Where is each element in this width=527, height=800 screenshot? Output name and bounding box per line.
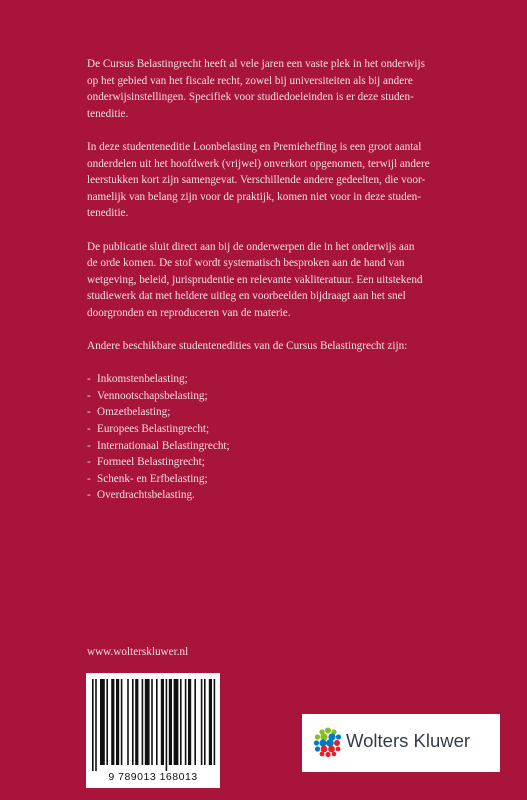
bullet: -	[87, 439, 91, 452]
bullet: -	[87, 489, 91, 502]
text-line: doorgronden en reproduceren van de materie.	[87, 306, 291, 319]
text-line: de orde komen. De stof wordt systematisch besproken aan de hand van	[87, 257, 405, 270]
edition-title: Schenk- en Erfbelasting;	[97, 472, 208, 485]
barcode	[86, 673, 220, 788]
text-line: wetgeving, beleid, jurisprudentie en relevante vakliteratuur. Een uitstekend	[87, 273, 423, 286]
list-item	[87, 388, 467, 405]
text-line: leerstukken kort zijn samengevat. Verschillende andere gedeelten, die voor-	[87, 174, 426, 187]
paragraph-contents	[87, 139, 467, 222]
edition-title: Vennootschapsbelasting;	[97, 389, 208, 402]
paragraph-publication	[87, 239, 467, 322]
text-line: teneditie.	[87, 207, 129, 220]
paragraph-other-editions	[87, 338, 467, 355]
blurb	[87, 56, 467, 504]
bullet: -	[87, 456, 91, 469]
text-line: studiewerk dat met heldere uitleg en voorbeelden bijdraagt aan het snel	[87, 290, 406, 303]
text-line: onderdelen uit het hoofdwerk (vrijwel) onverkort opgenomen, terwijl andere	[87, 157, 430, 170]
edition-title: Internationaal Belastingrecht;	[97, 439, 230, 452]
website-url: www.wolterskluwer.nl	[87, 646, 189, 658]
bullet: -	[87, 423, 91, 436]
editions-list	[87, 371, 467, 504]
list-item	[87, 438, 467, 455]
edition-title: Europees Belastingrecht;	[97, 423, 210, 436]
edition-title: Omzetbelasting;	[97, 406, 171, 419]
edition-title: Overdrachtsbelasting.	[97, 489, 195, 502]
text-line: In deze studenteneditie Loonbelasting en Premieheffing is een groot aantal	[87, 140, 422, 153]
text-line: Andere beschikbare studentenedities van de Cursus Belastingrecht zijn:	[87, 340, 408, 353]
edition-title: Formeel Belastingrecht;	[97, 456, 205, 469]
publisher-logo	[302, 714, 500, 772]
bullet: -	[87, 389, 91, 402]
list-item	[87, 421, 467, 438]
paragraph-intro	[87, 56, 467, 122]
text-line: De publicatie sluit direct aan bij de onderwerpen die in het onderwijs aan	[87, 240, 415, 253]
bullet: -	[87, 373, 91, 386]
publisher-name: Wolters Kluwer	[346, 730, 471, 751]
text-line: namelijk van belang zijn voor de praktijk, komen niet voor in deze studen-	[87, 190, 421, 203]
list-item	[87, 371, 467, 388]
list-item	[87, 487, 467, 504]
bullet: -	[87, 472, 91, 485]
list-item	[87, 454, 467, 471]
edition-title: Inkomstenbelasting;	[97, 373, 188, 386]
list-item	[87, 404, 467, 421]
text-line: op het gebied van het fiscale recht, zowel bij universiteiten als bij andere	[87, 74, 413, 87]
text-line: De Cursus Belastingrecht heeft al vele jaren een vaste plek in het onderwijs	[87, 58, 425, 70]
isbn-number: 9 789013 168013	[108, 771, 198, 783]
bullet: -	[87, 406, 91, 419]
text-line: onderwijsinstellingen. Specifiek voor studiedoeleinden is er deze studen-	[87, 91, 414, 104]
barcode-icon	[86, 673, 220, 773]
wolters-kluwer-logo-icon	[313, 727, 343, 757]
text-line: teneditie.	[87, 107, 129, 120]
list-item	[87, 471, 467, 488]
